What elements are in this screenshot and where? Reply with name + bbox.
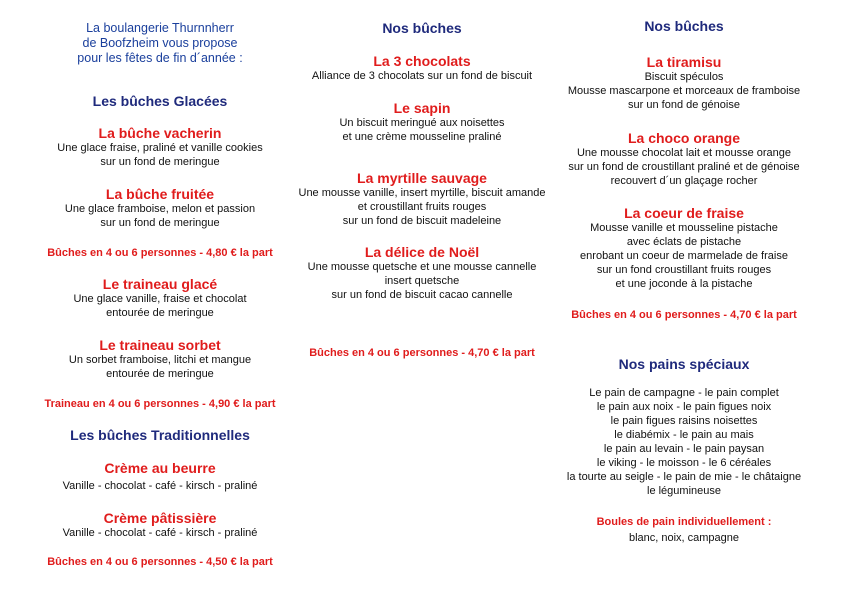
- product-title: La myrtille sauvage: [357, 170, 487, 186]
- product-description: Un biscuit meringué aux noisettes et une crème mousseline praliné: [339, 117, 505, 143]
- product-description: Une glace framboise, melon et passion sur un fond de meringue: [64, 203, 256, 229]
- product-creme-patissiere: [10, 510, 310, 540]
- product-title: Crème pâtissière: [103, 510, 217, 526]
- product-coeur-de-fraise: [534, 205, 834, 291]
- product-buche-fruitee: [10, 186, 310, 230]
- product-tiramisu: [534, 54, 834, 112]
- product-title: La coeur de fraise: [624, 205, 744, 221]
- boules-list: blanc, noix, campagne: [628, 532, 740, 544]
- product-myrtille-sauvage: [272, 170, 572, 228]
- product-description: Une glace vanille, fraise et chocolat entourée de meringue: [73, 293, 247, 319]
- product-creme-au-beurre: [10, 460, 310, 493]
- section-header-pains-speciaux: Nos pains spéciaux: [618, 356, 750, 372]
- product-title: La tiramisu: [646, 54, 722, 70]
- price-buches-traditionnelles: Bûches en 4 ou 6 personnes - 4,50 € la part: [47, 556, 273, 568]
- product-choco-orange: [534, 130, 834, 188]
- section-header-nos-buches: Nos bûches: [382, 20, 462, 36]
- product-description: Un sorbet framboise, litchi et mangue entourée de meringue: [68, 354, 252, 380]
- price-nos-buches: Bûches en 4 ou 6 personnes - 4,70 € la part: [309, 347, 535, 359]
- product-description: Une mousse quetsche et une mousse cannelle insert quetsche sur un fond de biscuit cacao cannelle: [307, 261, 537, 301]
- product-description: Une glace fraise, praliné et vanille cookies sur un fond de meringue: [57, 142, 263, 168]
- product-title: Crème au beurre: [104, 460, 216, 476]
- product-title: La choco orange: [627, 130, 741, 146]
- product-description: Vanille - chocolat - café - kirsch - praliné: [62, 527, 258, 539]
- product-description: Alliance de 3 chocolats sur un fond de biscuit: [311, 70, 533, 82]
- product-title: Le sapin: [393, 100, 451, 116]
- product-description: Une mousse chocolat lait et mousse orange sur un fond de croustillant praliné et de génoise recouvert d´un glaçage rocher: [568, 147, 800, 187]
- product-traineau-sorbet: [10, 337, 310, 381]
- product-delice-de-noel: [272, 244, 572, 302]
- section-header-glacees: Les bûches Glacées: [92, 93, 228, 109]
- product-title: Le traineau glacé: [102, 276, 218, 292]
- price-nos-buches-right: Bûches en 4 ou 6 personnes - 4,70 € la part: [571, 309, 797, 321]
- boules-title: Boules de pain individuellement :: [596, 516, 772, 528]
- product-buche-vacherin: [10, 125, 310, 169]
- product-3-chocolats: [272, 53, 572, 83]
- pains-list: Le pain de campagne - le pain complet le pain aux noix - le pain figues noix le pain figues raisins noisettes le diabémix - le pain au mais le pain au levain - le pain paysan le viking - le moisson - le 6 céréales la tourte au seigle - le pain de mie - le châtaigne le légumineuse: [566, 387, 802, 497]
- product-title: La délice de Noël: [364, 244, 480, 260]
- product-traineau-glace: [10, 276, 310, 320]
- price-buches-glacees: Bûches en 4 ou 6 personnes - 4,80 € la part: [47, 247, 273, 259]
- product-description: Une mousse vanille, insert myrtille, biscuit amande et croustillant fruits rouges sur un fond de biscuit madeleine: [298, 187, 546, 227]
- product-description: Vanille - chocolat - café - kirsch - praliné: [62, 480, 258, 492]
- price-traineau: Traineau en 4 ou 6 personnes - 4,90 € la part: [44, 398, 276, 410]
- product-description: Mousse vanille et mousseline pistache avec éclats de pistache enrobant un coeur de marmelade de fraise sur un fond croustillant fruits rouges et une joconde à la pistache: [580, 222, 788, 290]
- section-header-traditionnelles: Les bûches Traditionnelles: [70, 427, 250, 443]
- product-sapin: [272, 100, 572, 144]
- product-title: La bûche fruitée: [105, 186, 215, 202]
- product-title: La 3 chocolats: [373, 53, 471, 69]
- intro-text: La boulangerie Thurnnherr de Boofzheim vous propose pour les fêtes de fin d´année :: [77, 21, 243, 65]
- product-title: Le traineau sorbet: [99, 337, 221, 353]
- product-title: La bûche vacherin: [98, 125, 222, 141]
- section-header-nos-buches: Nos bûches: [644, 18, 724, 34]
- product-description: Biscuit spéculos Mousse mascarpone et morceaux de framboise sur un fond de génoise: [567, 71, 801, 111]
